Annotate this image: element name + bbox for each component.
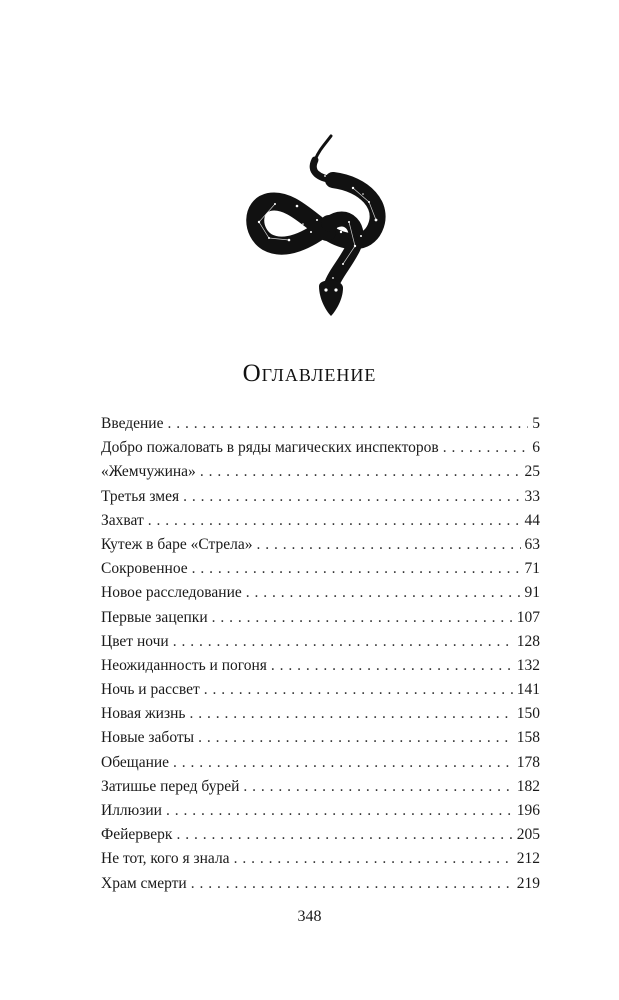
toc-entry[interactable]	[101, 436, 540, 460]
toc-entry-title: Неожиданность и погоня	[101, 656, 267, 674]
toc-entry-title: Третья змея	[101, 487, 180, 505]
dot-leader	[167, 412, 528, 436]
dot-leader	[204, 678, 513, 702]
dot-leader	[173, 630, 513, 654]
toc-entry-page: 5	[532, 415, 540, 432]
toc-entry-title: Захват	[101, 511, 144, 529]
dot-leader	[198, 726, 513, 750]
toc-entry-page: 44	[524, 511, 540, 529]
dot-leader	[271, 654, 513, 678]
dot-leader	[243, 775, 512, 799]
toc-heading: Оглавление	[242, 360, 377, 387]
toc-entry[interactable]	[101, 509, 540, 533]
dot-leader	[246, 581, 521, 605]
dot-leader	[443, 436, 529, 460]
toc-entry-title: Введение	[101, 415, 164, 432]
toc-entry[interactable]	[101, 654, 540, 678]
toc-entry[interactable]	[101, 557, 540, 581]
toc-entry-page: 158	[516, 729, 540, 747]
dot-leader	[148, 509, 521, 533]
toc-entry-page: 91	[524, 584, 540, 602]
toc-entry-title: Новые заботы	[101, 729, 195, 747]
toc-entry-title: Обещание	[101, 753, 170, 771]
toc-entry-title: «Жемчужина»	[101, 463, 196, 481]
toc-entry-title: Храм смерти	[101, 874, 187, 892]
toc-entry-title: Кутеж в баре «Стрела»	[101, 535, 253, 553]
toc-entry[interactable]	[101, 412, 540, 436]
toc-entry-title: Новая жизнь	[101, 705, 186, 723]
dot-leader	[200, 460, 521, 484]
toc-entry-page: 212	[516, 850, 540, 868]
toc-entry[interactable]	[101, 823, 540, 847]
toc-entry[interactable]	[101, 702, 540, 726]
toc-entry-title: Сокровенное	[101, 560, 188, 578]
toc-entry-page: 205	[516, 826, 540, 844]
toc-entry[interactable]	[101, 847, 540, 871]
toc-entry[interactable]	[101, 775, 540, 799]
toc-entry-page: 132	[516, 656, 540, 674]
toc-entry-page: 25	[524, 463, 540, 481]
toc-entry-page: 150	[516, 705, 540, 723]
toc-entry-page: 33	[524, 487, 540, 505]
toc-entry-title: Цвет ночи	[101, 632, 169, 650]
toc-entry-title: Затишье перед бурей	[101, 777, 240, 795]
celestial-snake-icon	[245, 128, 395, 328]
toc-entry-page: 219	[516, 874, 540, 892]
toc-entry-page: 6	[532, 439, 540, 457]
toc-entry-page: 71	[524, 560, 540, 578]
dot-leader	[173, 751, 513, 775]
toc-entry[interactable]	[101, 581, 540, 605]
toc-entry-page: 196	[516, 802, 540, 819]
dot-leader	[191, 872, 513, 896]
toc-entry-title: Добро пожаловать в ряды магических инспекторов	[101, 439, 439, 457]
dot-leader	[183, 485, 520, 509]
dot-leader	[166, 799, 513, 823]
toc-entry-page: 107	[516, 608, 540, 626]
toc-entry-page: 178	[516, 753, 540, 771]
toc-entry-page: 182	[516, 777, 540, 795]
toc-entry[interactable]	[101, 872, 540, 896]
toc-entry[interactable]	[101, 751, 540, 775]
dot-leader	[234, 847, 513, 871]
toc-entry[interactable]	[101, 606, 540, 630]
toc-entry[interactable]	[101, 678, 540, 702]
dot-leader	[192, 557, 521, 581]
toc-entry-page: 63	[524, 535, 540, 553]
toc-entry[interactable]	[101, 533, 540, 557]
dot-leader	[176, 823, 512, 847]
toc-entry-title: Не тот, кого я знала	[101, 850, 230, 868]
dot-leader	[189, 702, 512, 726]
dot-leader	[212, 606, 513, 630]
toc-entry-page: 128	[516, 632, 540, 650]
toc-entry[interactable]	[101, 485, 540, 509]
toc-entry-title: Иллюзии	[101, 802, 162, 819]
toc-entry[interactable]	[101, 799, 540, 823]
toc-entry-page: 141	[516, 681, 540, 699]
dot-leader	[256, 533, 520, 557]
toc-entry-title: Ночь и рассвет	[101, 681, 200, 699]
toc-entry-title: Новое расследование	[101, 584, 242, 602]
toc-entry[interactable]	[101, 726, 540, 750]
toc-entry[interactable]	[101, 630, 540, 654]
toc-entry-title: Фейерверк	[101, 826, 173, 844]
table-of-contents	[101, 412, 540, 896]
toc-entry-title: Первые зацепки	[101, 608, 208, 626]
page-number: 348	[297, 908, 322, 925]
toc-entry[interactable]	[101, 460, 540, 484]
